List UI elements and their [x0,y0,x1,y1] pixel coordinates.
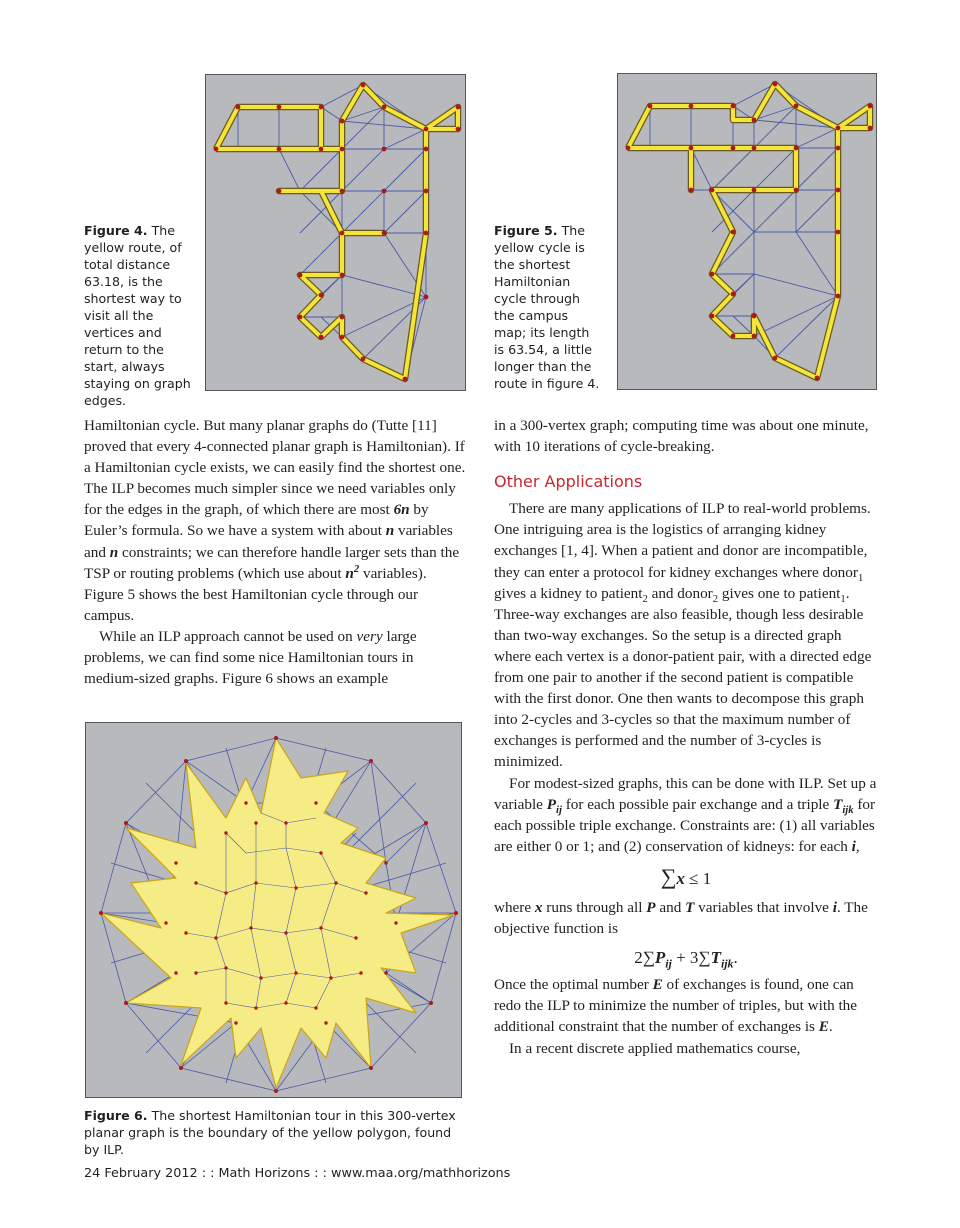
section-heading-other-applications: Other Applications [494,472,643,492]
right-paragraph-6: In a recent discrete applied mathematics course, [509,1039,801,1057]
right-paragraph-2: There are many applications of ILP to real-world problems. One intriguing area is the logistics of arranging kidney exchanges [1, 4]. When a patient and donor are incompatible, they can enter a protocol for kidney exchanges where donor$_1$ gives a kidney to patient$_2$ and donor$_2$ gives one to patient$_1$. Three-way exchanges are also feasible, though less desirable than two-way exchanges. So the setup is a directed graph where each vertex is a donor-patient pair, with a directed edge from one pair to another if the second patient is compatible with the first donor. One then wants to decompose this graph into 2-cycles and 3-cycles so that the maximum number of exchanges is performed and the number of 3-cycles is minimized. [494,500,872,771]
figure-6-300-vertex-graph [85,722,462,1098]
left-paragraph-1: Hamiltonian cycle. But many planar graphs do (Tutte [11] proved that every 4-connected planar graph is Hamiltonian). If a Hamiltonian cycle exists, we can easily find the shortest one. The ILP becomes much simpler since we need variables only for the edges in the graph, of which there are most 6n by Euler’s formula. So we have a system with about n variables and n constraints; we can therefore handle larger sets than the TSP or routing problems (which use about $n^2$ variables). Figure 5 shows the best Hamiltonian cycle through our campus. [84,417,466,624]
left-column-text [84,415,466,689]
page-footer: 24 February 2012 : : Math Horizons : : www.maa.org/mathhorizons [84,1166,511,1181]
figure-4-caption [84,222,192,409]
equation-objective: $2\sum P_{ij} + 3\sum T_{ijk}$. [634,948,738,971]
right-paragraph-1: in a 300-vertex graph; computing time was about one minute, with 10 iterations of cycle-breaking. [494,417,869,456]
figure-4-route-outline [216,85,458,379]
figure-5-caption [494,222,602,392]
figure-4-label: Figure 4. [84,223,148,238]
equation-sum-x: ∑x ≤ 1 [660,863,712,889]
right-paragraph-4: where x runs through all P and T variables that involve i. The objective function is [494,898,868,938]
right-paragraph-5: Once the optimal number E of exchanges is found, one can redo the ILP to minimize the number of triples, but with the additional constraint that the number of exchanges is E. [494,976,858,1036]
figure-6-caption [84,1107,464,1158]
figure-5-label: Figure 5. [494,223,558,238]
figure-5-campus-cycle [617,73,877,390]
right-paragraph-3: For modest-sized graphs, this can be done with ILP. Set up a variable $P_{ij}$ for each possible pair exchange and a triple $T_{ijk}$ for each possible triple exchange. Constraints are: (1) all variables are either 0 or 1; and (2) conservation of kidneys: for each i, [494,774,877,855]
right-column-text [494,415,878,1059]
figure-6-label: Figure 6. [84,1108,148,1123]
figure-4-caption-text: The yellow route, of total distance 63.18, is the shortest way to visit all the vertices and return to the start, always staying on graph edges. [84,223,191,408]
figure-4-campus-route [205,74,466,391]
left-paragraph-2: While an ILP approach cannot be used on very large problems, we can find some nice Hamiltonian tours in medium-sized graphs. Figure 6 shows an example [84,627,417,688]
figure-5-cycle-outline [628,84,870,378]
figure-6-caption-text: The shortest Hamiltonian tour in this 300-vertex planar graph is the boundary of the yellow polygon, found by ILP. [84,1108,456,1157]
figure-5-caption-text: The yellow cycle is the shortest Hamiltonian cycle through the campus map; its length is 63.54, a little longer than the route in figure 4. [494,223,600,391]
